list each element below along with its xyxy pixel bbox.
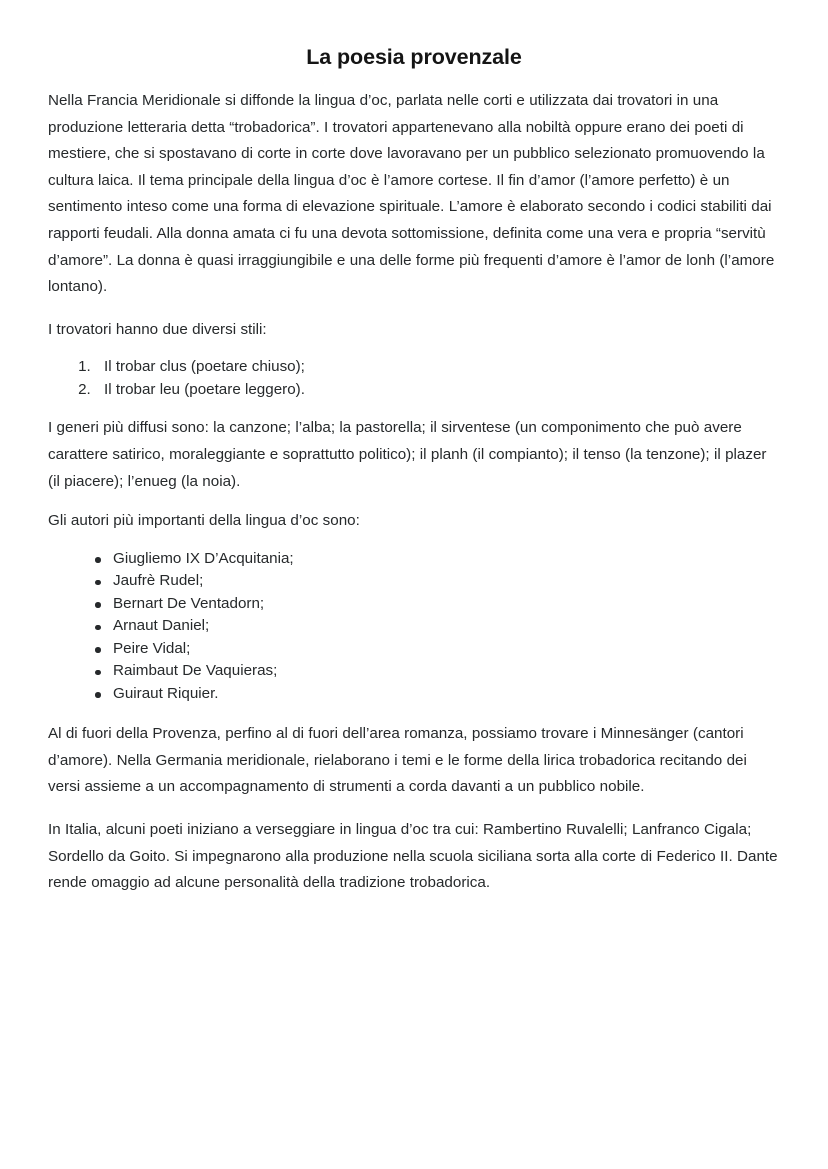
- paragraph-styles-lead: I trovatori hanno due diversi stili:: [48, 320, 267, 338]
- paragraph-minnesanger: Al di fuori della Provenza, perfino al di fuori dell’area romanza, possiamo trovare i Minnesänger (cantori d’amore). Nella Germania meridionale, rielaborano i temi e le forme della lirica trobadorica recitando dei versi assieme a un accompagnamento di strumenti a corda davanti a un pubblico nobile.: [48, 725, 747, 796]
- list-item: 2. Il trobar leu (poetare leggero).: [95, 379, 780, 402]
- list-item: 1. Il trobar clus (poetare chiuso);: [95, 356, 780, 379]
- document-body: [48, 88, 780, 913]
- paragraph-italia: In Italia, alcuni poeti iniziano a verseggiare in lingua d’oc tra cui: Rambertino Ruvalelli; Lanfranco Cigala; Sordello da Goito. Si impegnarono alla produzione nella scuola siciliana sorta alla corte di Federico II. Dante rende omaggio ad alcune personalità della tradizione trobadorica.: [48, 821, 778, 892]
- list-item: Peire Vidal;: [95, 638, 780, 661]
- authors-bullet-list: [48, 548, 780, 706]
- list-item: Guiraut Riquier.: [95, 683, 780, 706]
- list-item: Arnaut Daniel;: [95, 615, 780, 638]
- list-item: Giugliemo IX D’Acquitania;: [95, 548, 780, 571]
- list-item: Raimbaut De Vaquieras;: [95, 660, 780, 683]
- paragraph-intro: Nella Francia Meridionale si diffonde la lingua d’oc, parlata nelle corti e utilizzata dai trovatori in una produzione letteraria detta “trobadorica”. I trovatori appartenevano alla nobiltà oppure erano dei poeti di mestiere, che si spostavano di corte in corte dove lavoravano per un pubblico selezionato promuovendo la cultura laica. Il tema principale della lingua d’oc è l’amore cortese. Il fin d’amor (l’amore perfetto) è un sentimento inteso come una forma di elevazione spirituale. L’amore è elaborato secondo i codici stabiliti dai rapporti feudali. Alla donna amata ci fu una devota sottomissione, definita come una vera e propria “servitù d’amore”. La donna è quasi irraggiungibile e una delle forme più frequenti d’amore è l’amor de lonh (l’amore lontano).: [48, 92, 775, 296]
- list-item: Bernart De Ventadorn;: [95, 593, 780, 616]
- paragraph-genres: I generi più diffusi sono: la canzone; l’alba; la pastorella; il sirventese (un componimento che può avere carattere satirico, moraleggiante e soprattutto politico); il planh (il compianto); il tenso (la tenzone); il plazer (il piacere); l’enueg (la noia).: [48, 419, 767, 490]
- paragraph-authors-lead: Gli autori più importanti della lingua d’oc sono:: [48, 512, 360, 530]
- page-title: La poesia provenzale: [306, 45, 522, 69]
- list-item: Jaufrè Rudel;: [95, 570, 780, 593]
- styles-numbered-list: [48, 356, 780, 401]
